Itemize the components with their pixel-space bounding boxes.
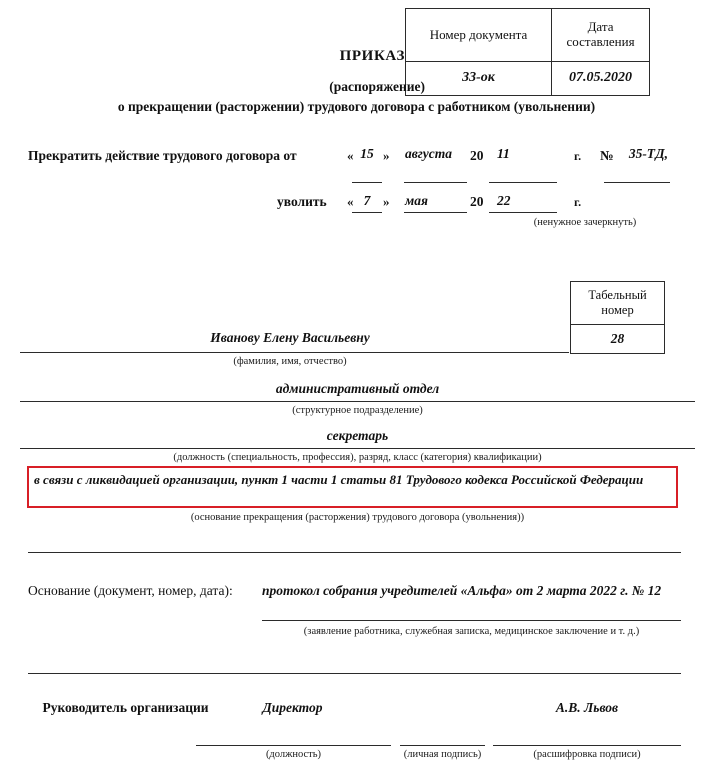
section-divider-rule <box>28 552 681 553</box>
contract-year-suffix: г. <box>574 149 582 163</box>
dismiss-year-suffix: г. <box>574 195 582 209</box>
grounds-caption: (основание прекращения (расторжения) трудового договора (увольнения)) <box>190 512 525 523</box>
page-title: ПРИКАЗ <box>339 48 405 64</box>
page-subtitle: (распоряжение) <box>329 79 425 94</box>
contract-day-underline <box>352 182 382 183</box>
basis-caption: (заявление работника, служебная записка, медицинское заключение и т. д.) <box>303 626 640 637</box>
signature-position-rule <box>196 745 391 746</box>
page-subtitle-secondary: о прекращении (расторжении) трудового договора с работником (увольнении) <box>117 99 596 114</box>
basis-value[interactable]: протокол собрания учредителей «Альфа» от 2 марта 2022 г. № 12 <box>262 583 662 598</box>
position-caption: (должность (специальность, профессия), разряд, класс (категория) квалификации) <box>173 452 542 463</box>
dismiss-note: (ненужное зачеркнуть) <box>533 217 637 228</box>
signature-sign-rule <box>400 745 485 746</box>
department-rule <box>20 401 695 402</box>
dismiss-day-underline <box>352 212 382 213</box>
grounds-value: в связи с ликвидацией организации, пункт 1 части 1 статьи 81 Трудового кодекса Российской Федерации <box>34 472 644 487</box>
department-caption: (структурное подразделение) <box>292 405 423 416</box>
dismiss-quote-close: » <box>383 194 390 209</box>
basis-label: Основание (документ, номер, дата): <box>28 583 233 598</box>
dismiss-month-field[interactable]: мая <box>405 193 428 208</box>
employee-name-caption: (фамилия, имя, отчество) <box>233 356 347 367</box>
grounds-highlight-box[interactable] <box>27 466 678 508</box>
position-rule <box>20 448 695 449</box>
contract-row-label: Прекратить действие трудового договора от <box>28 148 297 163</box>
dismiss-day-field[interactable]: 7 <box>363 193 371 208</box>
employee-name-value[interactable]: Иванову Елену Васильевну <box>210 330 370 345</box>
document-header-table <box>405 8 650 96</box>
contract-month-underline <box>404 182 467 183</box>
dismiss-quote-open: « <box>347 194 354 209</box>
document-date-value: 07.05.2020 <box>552 62 650 96</box>
contract-month-field[interactable]: августа <box>405 146 452 161</box>
document-number-header: Номер документа <box>406 9 552 62</box>
signature-position-caption: (должность) <box>265 749 322 760</box>
dismiss-year-underline <box>489 212 557 213</box>
contract-number-label: № <box>600 148 614 163</box>
department-value[interactable]: административный отдел <box>275 381 440 396</box>
signature-role-label: Руководитель организации <box>42 700 209 715</box>
document-number-value: 33-ок <box>406 62 552 96</box>
position-value[interactable]: секретарь <box>326 428 389 443</box>
signature-name-value[interactable]: А.В. Львов <box>555 700 619 715</box>
signature-position-value[interactable]: Директор <box>262 700 323 715</box>
contract-number-field[interactable]: 35-ТД, <box>628 146 668 161</box>
contract-year-underline <box>489 182 557 183</box>
contract-year-field[interactable]: 11 <box>497 146 510 161</box>
dismiss-month-underline <box>404 212 467 213</box>
document-date-header: Дата составления <box>552 9 650 62</box>
signature-sign-caption: (личная подпись) <box>403 749 482 760</box>
personnel-number-header: Табельный номер <box>571 282 665 325</box>
contract-number-underline <box>604 182 670 183</box>
basis-rule <box>262 620 681 621</box>
signature-divider-rule <box>28 673 681 674</box>
dismiss-year-field[interactable]: 22 <box>497 193 511 208</box>
personnel-number-box <box>570 281 665 354</box>
dismiss-row-label: уволить <box>277 194 327 209</box>
contract-day-field[interactable]: 15 <box>360 146 374 161</box>
employee-name-rule <box>20 352 569 353</box>
personnel-number-value[interactable]: 28 <box>571 325 665 354</box>
signature-name-rule <box>493 745 681 746</box>
contract-quote-close: » <box>383 148 390 163</box>
contract-quote-open: « <box>347 148 354 163</box>
contract-year-prefix: 20 <box>470 148 484 163</box>
signature-name-caption: (расшифровка подписи) <box>533 749 641 760</box>
dismiss-year-prefix: 20 <box>470 194 484 209</box>
